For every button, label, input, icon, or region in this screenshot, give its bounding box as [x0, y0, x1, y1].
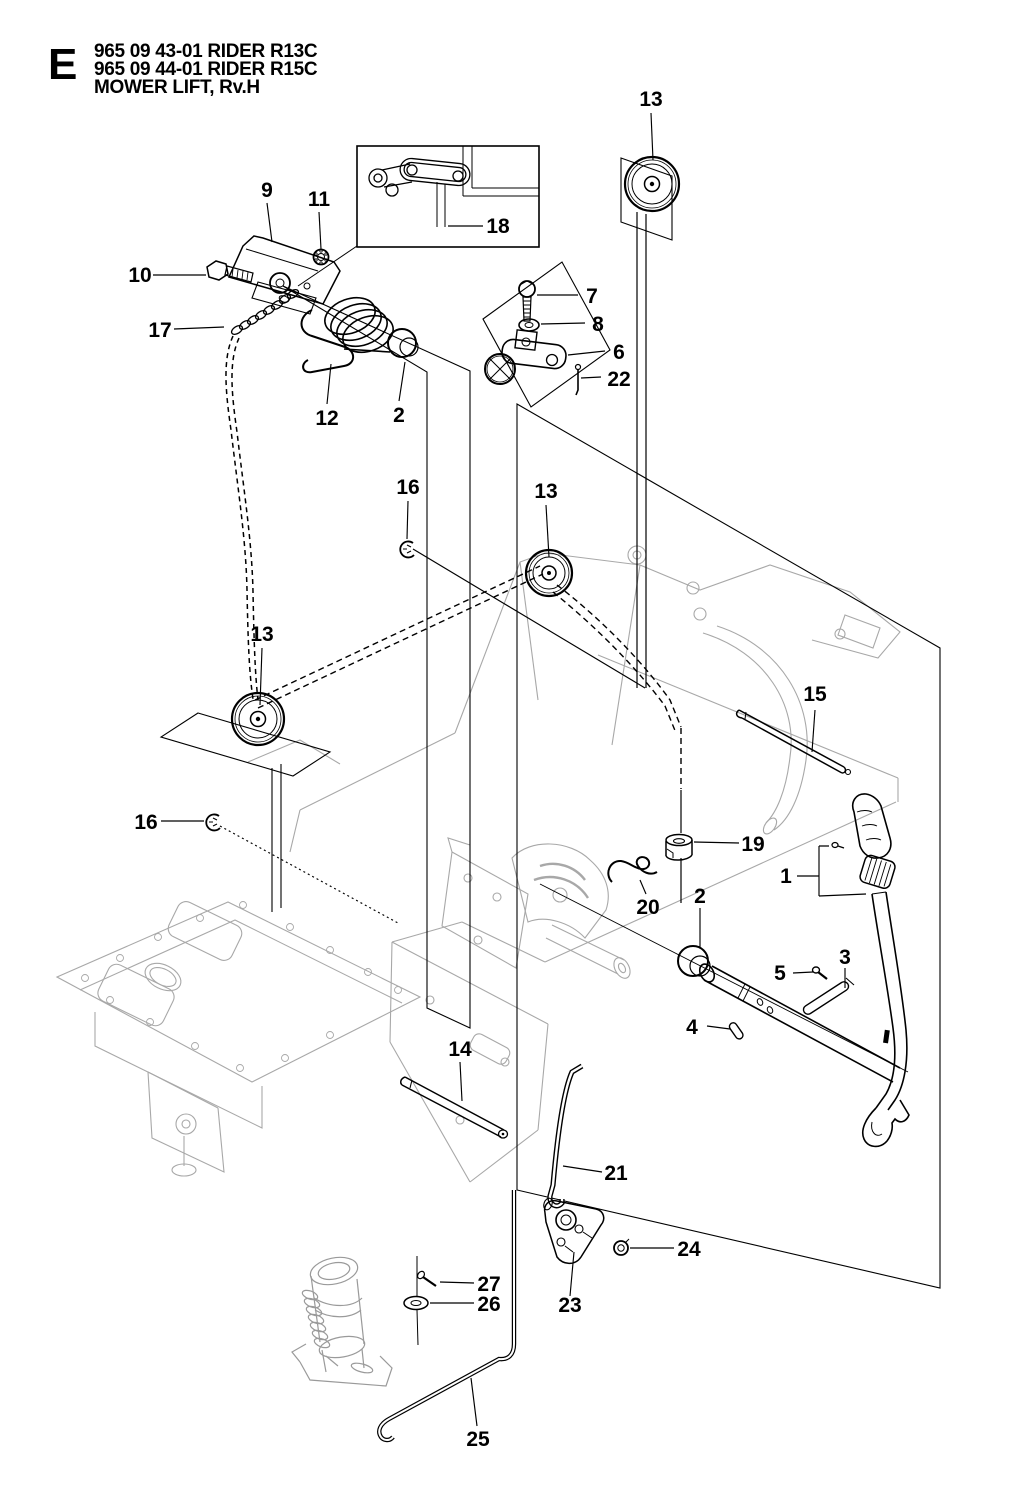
lift-pedal-assembly-sketch — [292, 1253, 392, 1386]
callout-23: 23 — [558, 1294, 582, 1317]
pedal-spring — [301, 1289, 338, 1366]
part-6-cable-bracket — [485, 330, 567, 384]
diagram-subtitle: MOWER LIFT, Rv.H — [94, 77, 260, 98]
part-24-nut — [614, 1239, 629, 1255]
callout-16-mid: 16 — [396, 476, 420, 499]
callout-13-mid: 13 — [534, 480, 558, 503]
callout-2-top: 2 — [393, 404, 405, 427]
plane-left-pulley — [161, 713, 330, 776]
callout-10: 10 — [128, 264, 152, 287]
part-4-pin — [728, 1021, 744, 1040]
part-16-ering-left — [206, 814, 220, 830]
plane-left-pulley-legs — [272, 764, 281, 912]
part-22-cotter-pin — [576, 365, 581, 396]
part-1-lift-handle — [832, 794, 909, 1147]
plane-main — [517, 404, 940, 1288]
part-14-rod — [401, 1077, 508, 1138]
callout-24: 24 — [677, 1238, 701, 1261]
model-line-2: 965 09 44-01 RIDER R15C — [94, 59, 318, 80]
part-17-chain — [230, 288, 300, 336]
part-19-stop-collar — [666, 835, 692, 861]
cable-vertical-pair — [637, 212, 646, 688]
callout-13-top: 13 — [639, 88, 663, 111]
callout-7: 7 — [586, 285, 598, 308]
part-26-washer — [404, 1297, 428, 1310]
callout-4: 4 — [686, 1016, 698, 1039]
part-20-r-clip — [608, 857, 657, 882]
callout-19: 19 — [741, 833, 765, 856]
part-2-bushing-mid — [678, 946, 710, 976]
lift-shaft — [540, 884, 908, 1082]
part-5-screw — [813, 967, 828, 979]
part-13-pulley-top — [625, 157, 679, 211]
callout-25: 25 — [466, 1428, 490, 1451]
part-16-ering-mid — [400, 541, 414, 557]
cable-dashed-runs — [255, 566, 681, 789]
callout-3: 3 — [839, 946, 851, 969]
part-9-mount-bracket — [229, 236, 340, 314]
callout-1: 1 — [780, 865, 792, 888]
callout-26: 26 — [477, 1293, 501, 1316]
callout-20: 20 — [636, 896, 660, 919]
lift-cables — [226, 212, 681, 903]
callout-2-mid: 2 — [694, 885, 706, 908]
part-10-bolt — [207, 261, 253, 282]
callout-9: 9 — [261, 179, 273, 202]
chassis-frame-sketch — [57, 546, 900, 1182]
callout-11: 11 — [307, 188, 331, 211]
callout-12: 12 — [315, 407, 339, 430]
plane-bracket-6 — [483, 262, 610, 407]
callout-16-left: 16 — [134, 811, 158, 834]
callout-6: 6 — [613, 341, 625, 364]
callout-13-left: 13 — [250, 623, 274, 646]
section-letter: E — [48, 40, 78, 89]
part-27-screw — [416, 1270, 436, 1286]
part-12-spring — [302, 291, 399, 372]
callout-5: 5 — [774, 962, 786, 985]
part-15-rod — [737, 710, 851, 775]
part-21-link-rod — [550, 1066, 582, 1206]
callout-17: 17 — [148, 319, 172, 342]
part-23-bracket — [542, 1197, 604, 1263]
plane-spring-column — [283, 286, 470, 1028]
model-line-1: 965 09 43-01 RIDER R13C — [94, 41, 318, 62]
callout-14: 14 — [448, 1038, 472, 1061]
part-2-bushing-top — [388, 329, 418, 357]
part-3-latch-strip — [802, 978, 854, 1016]
callout-22: 22 — [607, 368, 631, 391]
part-13-pulley-left — [232, 693, 284, 745]
callout-8: 8 — [592, 313, 604, 336]
callout-27: 27 — [477, 1273, 501, 1296]
assembly-planes — [161, 158, 940, 1288]
callout-18: 18 — [486, 215, 510, 238]
header — [48, 40, 318, 98]
callout-15: 15 — [803, 683, 827, 706]
callouts — [128, 88, 851, 1451]
callout-21: 21 — [604, 1162, 628, 1185]
leader-lines — [153, 113, 866, 1426]
